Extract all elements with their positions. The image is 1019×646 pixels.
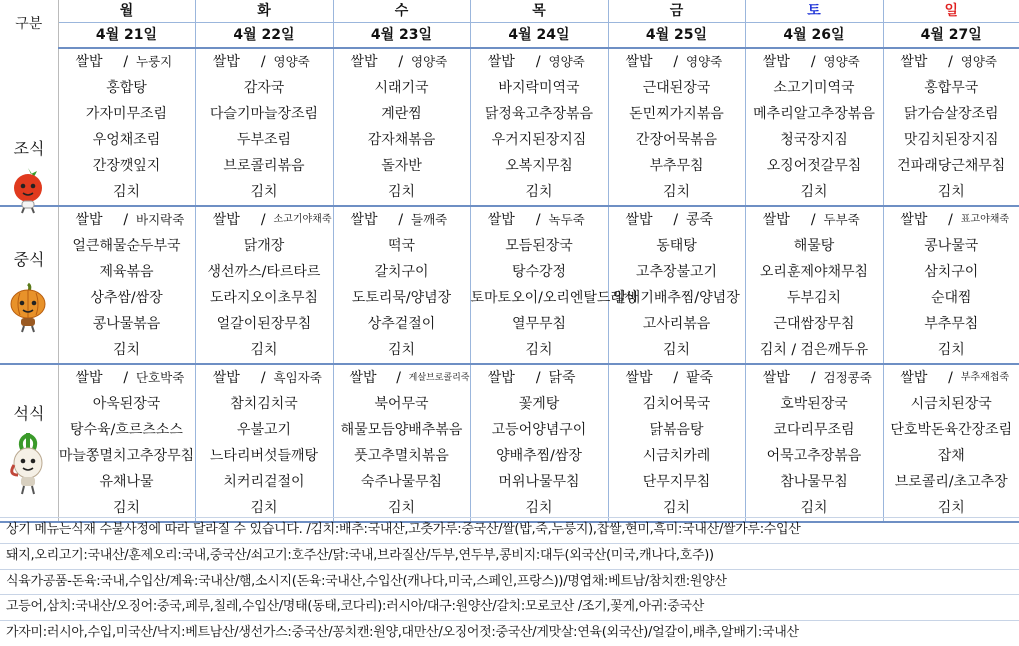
- menu-item: 삼치구이: [883, 259, 1019, 285]
- menu-item: 닭정육고추장볶음: [470, 101, 608, 127]
- menu-item: 오징어젓갈무침: [745, 153, 883, 179]
- menu-item: 느타리버섯들깨탕: [195, 443, 333, 469]
- day-date: 4월 22일: [195, 23, 333, 49]
- menu-item: 얼큰해물순두부국: [58, 233, 195, 259]
- menu-item: 동태탕: [608, 233, 745, 259]
- rice-item: 쌀밥: [350, 212, 378, 228]
- menu-item: 어묵고추장볶음: [745, 443, 883, 469]
- menu-item: 도토리묵/양념장: [333, 285, 470, 311]
- meal-category-cell: [0, 364, 58, 522]
- menu-item: 부추무침: [608, 153, 745, 179]
- day-of-week: 일: [883, 0, 1019, 23]
- menu-item: 가자미무조림: [58, 101, 195, 127]
- separator: /: [948, 212, 953, 228]
- rice-porridge-cell: [608, 206, 745, 233]
- rice-porridge-cell: [333, 206, 470, 233]
- rice-porridge-cell: [470, 206, 608, 233]
- rice-porridge-cell: [470, 48, 608, 75]
- pumpkin-mascot-icon: [6, 281, 50, 336]
- rice-item: 쌀밥: [762, 370, 790, 386]
- menu-item: 감자채볶음: [333, 127, 470, 153]
- rice-porridge-cell: [333, 364, 470, 391]
- separator: /: [535, 212, 541, 228]
- menu-row: [0, 443, 1019, 469]
- menu-item: 상추겉절이: [333, 311, 470, 337]
- porridge-item: 영양죽: [273, 54, 310, 69]
- rice-item: 쌀밥: [625, 212, 653, 228]
- menu-row: [0, 391, 1019, 417]
- menu-item: 메추리알고추장볶음: [745, 101, 883, 127]
- menu-row: [0, 127, 1019, 153]
- menu-item: 김치: [470, 179, 608, 206]
- rice-item: 쌀밥: [349, 370, 377, 386]
- menu-item: 브로콜리볶음: [195, 153, 333, 179]
- menu-item: 열무무침: [470, 311, 608, 337]
- menu-item: 닭볶음탕: [608, 417, 745, 443]
- day-of-week: 수: [333, 0, 470, 23]
- porridge-item: 들깨죽: [411, 212, 448, 227]
- rice-item: 쌀밥: [625, 370, 653, 386]
- origin-note-line: 고등어,삼치:국내산/오징어:중국,페루,칠레,수입산/명태(동태,코다리):러시아/대구:원양산/갈치:모로코산 /조기,꽃게,아귀:중국산: [0, 594, 1019, 620]
- separator: /: [673, 370, 679, 386]
- rice-porridge-cell: [883, 48, 1019, 75]
- menu-item: 호박된장국: [745, 391, 883, 417]
- meal-label: 조식: [13, 139, 45, 158]
- rice-porridge-cell: [470, 364, 608, 391]
- day-date: 4월 24일: [470, 23, 608, 49]
- menu-item: 김치: [333, 495, 470, 522]
- separator: /: [948, 54, 953, 70]
- menu-item: 김치: [333, 337, 470, 364]
- menu-item: 근대된장국: [608, 75, 745, 101]
- porridge-item: 팥죽: [686, 370, 714, 386]
- menu-item: 김치 / 검은깨두유: [745, 337, 883, 364]
- rice-item: 쌀밥: [212, 54, 240, 70]
- rice-porridge-cell: [58, 364, 195, 391]
- day-date: 4월 21일: [58, 23, 195, 49]
- menu-item: 우불고기: [195, 417, 333, 443]
- origin-note-line: 가자미:러시아,수입,미국산/낙지:베트남산/생선가스:중국산/꽁치캔:원양,대만산/오징어젓:중국산/게맛살:연육(외국산)/얼갈이,배추,알배기:국내산: [0, 620, 1019, 646]
- menu-item: 해물탕: [745, 233, 883, 259]
- menu-row: [0, 233, 1019, 259]
- separator: /: [398, 54, 404, 70]
- rice-item: 쌀밥: [350, 54, 378, 70]
- menu-item: 김치: [333, 179, 470, 206]
- rice-item: 쌀밥: [487, 54, 515, 70]
- porridge-item: 영양죽: [548, 54, 585, 69]
- menu-item: 콩나물볶음: [58, 311, 195, 337]
- menu-item: 홍합탕: [58, 75, 195, 101]
- rice-porridge-cell: [608, 48, 745, 75]
- menu-item: 우거지된장지짐: [470, 127, 608, 153]
- separator: /: [810, 54, 816, 70]
- menu-item: 토마토오이/오리엔탈드레싱: [470, 285, 608, 311]
- menu-item: 김치: [195, 337, 333, 364]
- porridge-item: 소고기야채죽: [273, 214, 332, 225]
- menu-item: 북어무국: [333, 391, 470, 417]
- header-day-row: [0, 0, 1019, 23]
- porridge-item: 닭죽: [548, 370, 576, 386]
- separator: /: [535, 54, 541, 70]
- menu-item: 오복지무침: [470, 153, 608, 179]
- menu-item: 참나물무침: [745, 469, 883, 495]
- menu-item: 코다리무조림: [745, 417, 883, 443]
- menu-row: [0, 364, 1019, 391]
- header-date-row: [0, 23, 1019, 49]
- separator: /: [810, 212, 816, 228]
- menu-item: 참치김치국: [195, 391, 333, 417]
- rice-item: 쌀밥: [900, 370, 928, 386]
- menu-item: 탕수강정: [470, 259, 608, 285]
- menu-item: 김치어묵국: [608, 391, 745, 417]
- menu-item: 갈치구이: [333, 259, 470, 285]
- menu-item: 김치: [195, 495, 333, 522]
- rice-porridge-cell: [333, 48, 470, 75]
- menu-item: 홍합무국: [883, 75, 1019, 101]
- menu-row: [0, 417, 1019, 443]
- menu-item: 김치: [470, 495, 608, 522]
- day-date: 4월 27일: [883, 23, 1019, 49]
- separator: /: [260, 370, 266, 386]
- menu-item: 시금치카레: [608, 443, 745, 469]
- origin-note-line: 돼지,오리고기:국내산/훈제오리:국내,중국산/쇠고기:호주산/닭:국내,브라질산/두부,연두부,콩비지:대두(외국산(미국,캐나다,호주)): [0, 543, 1019, 569]
- menu-item: 잡채: [883, 443, 1019, 469]
- day-date: 4월 23일: [333, 23, 470, 49]
- menu-item: 김치: [883, 179, 1019, 206]
- menu-item: 고등어양념구이: [470, 417, 608, 443]
- rice-porridge-cell: [883, 364, 1019, 391]
- rice-item: 쌀밥: [900, 54, 928, 70]
- menu-item: 브로콜리/초고추장: [883, 469, 1019, 495]
- porridge-item: 영양죽: [960, 54, 997, 69]
- separator: /: [673, 212, 679, 228]
- menu-item: 김치: [58, 337, 195, 364]
- menu-item: 시금치된장국: [883, 391, 1019, 417]
- menu-item: 숙주나물무침: [333, 469, 470, 495]
- menu-row: [0, 337, 1019, 364]
- menu-item: 김치: [883, 337, 1019, 364]
- menu-item: 오리훈제야채무침: [745, 259, 883, 285]
- menu-item: 간장어묵볶음: [608, 127, 745, 153]
- menu-item: 김치: [745, 179, 883, 206]
- day-of-week: 월: [58, 0, 195, 23]
- menu-item: 감자국: [195, 75, 333, 101]
- porridge-item: 영양죽: [823, 54, 860, 69]
- menu-item: 김치: [470, 337, 608, 364]
- menu-item: 김치: [608, 179, 745, 206]
- menu-item: 김치: [58, 179, 195, 206]
- menu-item: 알배기배추찜/양념장: [608, 285, 745, 311]
- menu-item: 돈민찌가지볶음: [608, 101, 745, 127]
- menu-item: 떡국: [333, 233, 470, 259]
- meal-label: 석식: [13, 404, 45, 423]
- menu-row: [0, 48, 1019, 75]
- meal-category-cell: [0, 206, 58, 364]
- menu-item: 김치: [608, 495, 745, 522]
- menu-item: 김치: [883, 495, 1019, 522]
- menu-item: 김치: [608, 337, 745, 364]
- porridge-item: 콩죽: [686, 212, 714, 228]
- day-date: 4월 26일: [745, 23, 883, 49]
- menu-item: 양배추찜/쌈장: [470, 443, 608, 469]
- origin-note-line: 식육가공품-돈육:국내,수입산/계육:국내산/햄,소시지(돈육:국내산,수입산(캐나다,미국,스페인,프랑스))/명엽채:베트남/참치캔:원양산: [0, 569, 1019, 595]
- menu-item: 두부조림: [195, 127, 333, 153]
- menu-item: 닭가슴살장조림: [883, 101, 1019, 127]
- porridge-item: 누룽지: [136, 54, 173, 69]
- menu-item: 시래기국: [333, 75, 470, 101]
- rice-porridge-cell: [745, 364, 883, 391]
- menu-item: 모듬된장국: [470, 233, 608, 259]
- menu-item: 제육볶음: [58, 259, 195, 285]
- menu-row: [0, 469, 1019, 495]
- separator: /: [123, 54, 129, 70]
- rice-porridge-cell: [608, 364, 745, 391]
- meal-category-cell: [0, 48, 58, 206]
- meal-label: 중식: [13, 250, 45, 269]
- menu-item: 꽃게탕: [470, 391, 608, 417]
- menu-item: 청국장지짐: [745, 127, 883, 153]
- menu-item: 고추장불고기: [608, 259, 745, 285]
- day-of-week: 목: [470, 0, 608, 23]
- menu-item: 다슬기마늘장조림: [195, 101, 333, 127]
- menu-item: 간장깻잎지: [58, 153, 195, 179]
- menu-item: 바지락미역국: [470, 75, 608, 101]
- menu-item: 닭개장: [195, 233, 333, 259]
- rice-porridge-cell: [745, 48, 883, 75]
- menu-item: 계란찜: [333, 101, 470, 127]
- rice-porridge-cell: [195, 206, 333, 233]
- rice-item: 쌀밥: [75, 54, 103, 70]
- menu-item: 아욱된장국: [58, 391, 195, 417]
- day-of-week: 금: [608, 0, 745, 23]
- menu-item: 해물모듬양배추볶음: [333, 417, 470, 443]
- separator: /: [948, 370, 953, 386]
- separator: /: [535, 370, 541, 386]
- porridge-item: 영양죽: [686, 54, 723, 69]
- rice-item: 쌀밥: [212, 212, 240, 228]
- day-date: 4월 25일: [608, 23, 745, 49]
- menu-row: [0, 101, 1019, 127]
- separator: /: [810, 370, 816, 386]
- rice-item: 쌀밥: [625, 54, 653, 70]
- menu-item: 김치: [745, 495, 883, 522]
- menu-row: [0, 153, 1019, 179]
- separator: /: [123, 212, 129, 228]
- menu-item: 치커리겉절이: [195, 469, 333, 495]
- menu-row: [0, 206, 1019, 233]
- porridge-item: 부추재첩죽: [960, 372, 1010, 383]
- menu-item: 두부김치: [745, 285, 883, 311]
- separator: /: [396, 370, 401, 386]
- menu-item: 유채나물: [58, 469, 195, 495]
- separator: /: [398, 212, 404, 228]
- day-of-week: 토: [745, 0, 883, 23]
- rice-porridge-cell: [195, 48, 333, 75]
- porridge-item: 표고야채죽: [960, 214, 1010, 225]
- menu-item: 근대쌈장무침: [745, 311, 883, 337]
- menu-row: [0, 75, 1019, 101]
- separator: /: [673, 54, 679, 70]
- menu-item: 풋고추멸치볶음: [333, 443, 470, 469]
- menu-item: 단무지무침: [608, 469, 745, 495]
- menu-item: 머위나물무침: [470, 469, 608, 495]
- menu-item: 우엉채조림: [58, 127, 195, 153]
- menu-item: 단호박돈육간장조림: [883, 417, 1019, 443]
- rice-item: 쌀밥: [900, 212, 928, 228]
- rice-item: 쌀밥: [487, 370, 515, 386]
- rice-item: 쌀밥: [762, 212, 790, 228]
- menu-item: 건파래당근채무침: [883, 153, 1019, 179]
- menu-item: 김치: [195, 179, 333, 206]
- porridge-item: 단호박죽: [136, 370, 185, 385]
- porridge-item: 영양죽: [411, 54, 448, 69]
- menu-item: 김치: [58, 495, 195, 522]
- origin-notes: [0, 517, 1019, 646]
- menu-item: 생선까스/타르타르: [195, 259, 333, 285]
- rice-item: 쌀밥: [487, 212, 515, 228]
- porridge-item: 흑임자죽: [273, 370, 322, 385]
- origin-note-line: 상기 메뉴는식재 수불사정에 따라 달라질 수 있습니다. /김치:배추:국내산,고춧가루:중국산/쌀(밥,죽,누룽지),찹쌀,현미,흑미:국내산/쌀가루:수입산: [0, 517, 1019, 543]
- rice-item: 쌀밥: [75, 370, 103, 386]
- day-of-week: 화: [195, 0, 333, 23]
- separator: /: [260, 212, 266, 228]
- menu-item: 도라지오이초무침: [195, 285, 333, 311]
- menu-item: 소고기미역국: [745, 75, 883, 101]
- rice-porridge-cell: [195, 364, 333, 391]
- gubun-label: 구분: [0, 0, 58, 48]
- radish-mascot-icon: [6, 431, 50, 500]
- menu-item: 고사리볶음: [608, 311, 745, 337]
- menu-row: [0, 285, 1019, 311]
- menu-item: 탕수육/흐르츠소스: [58, 417, 195, 443]
- separator: /: [260, 54, 266, 70]
- menu-row: [0, 179, 1019, 206]
- rice-item: 쌀밥: [212, 370, 240, 386]
- menu-item: 상추쌈/쌈장: [58, 285, 195, 311]
- porridge-item: 두부죽: [823, 212, 860, 227]
- separator: /: [123, 370, 129, 386]
- rice-item: 쌀밥: [75, 212, 103, 228]
- rice-porridge-cell: [883, 206, 1019, 233]
- menu-item: 콩나물국: [883, 233, 1019, 259]
- menu-item: 순대찜: [883, 285, 1019, 311]
- rice-porridge-cell: [58, 206, 195, 233]
- menu-item: 돌자반: [333, 153, 470, 179]
- rice-porridge-cell: [58, 48, 195, 75]
- porridge-item: 녹두죽: [548, 212, 585, 227]
- menu-item: 마늘쫑멸치고추장무침: [58, 443, 195, 469]
- porridge-item: 바지락죽: [136, 212, 185, 227]
- rice-item: 쌀밥: [762, 54, 790, 70]
- menu-row: [0, 259, 1019, 285]
- rice-porridge-cell: [745, 206, 883, 233]
- menu-item: 부추무침: [883, 311, 1019, 337]
- menu-row: [0, 311, 1019, 337]
- porridge-item: 게살브로콜리죽: [408, 373, 470, 383]
- menu-item: 맛김치된장지짐: [883, 127, 1019, 153]
- porridge-item: 검정콩죽: [823, 370, 872, 385]
- menu-item: 얼갈이된장무침: [195, 311, 333, 337]
